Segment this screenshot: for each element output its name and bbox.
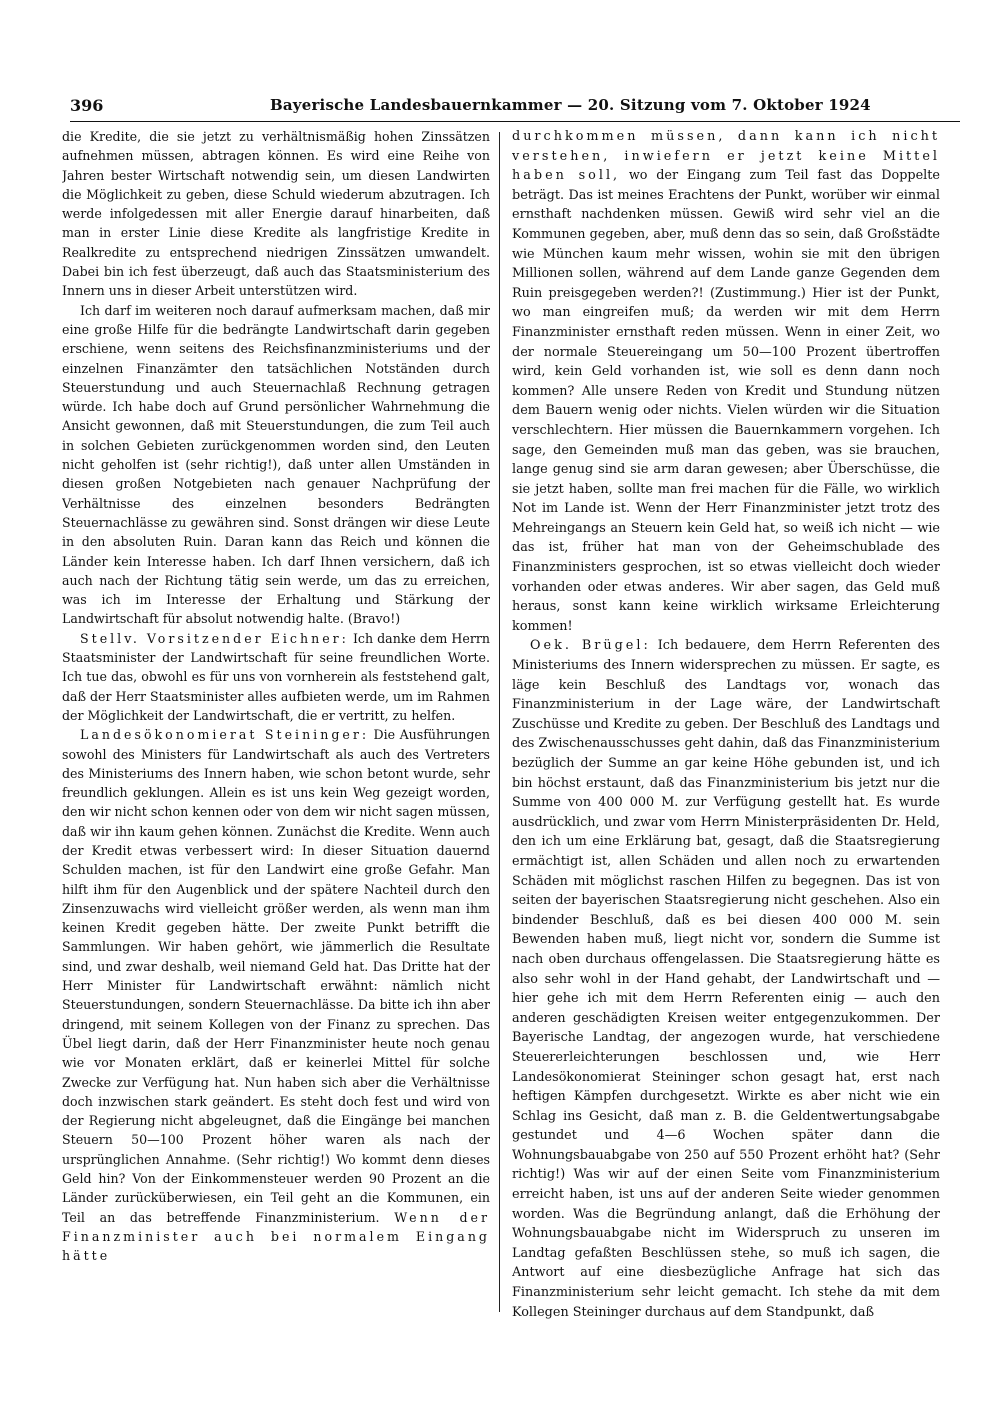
paragraph: die Kredite, die sie jetzt zu verhältnismäßig hohen Zinssätzen aufnehmen müssen, abtragen können. Es wird eine Reihe von Jahren bester Wirtschaft notwendig sein, um diesen Landwirten die Möglichkeit zu geben, diese Schuld wiederum abzutragen. Ich werde infolgedessen mit aller Energie darauf hinarbeiten, daß man in erster Linie diese Kredite als langfristige Kredite in Realkredite zu entsprechend niedrigen Zinssätzen umwandelt. Dabei bin ich fest überzeugt, daß auch das Staatsministerium des Innern uns in dieser Arbeit unterstützen wird. <box>62 129 490 299</box>
left-column <box>62 127 490 1327</box>
running-title: Bayerische Landesbauernkammer — 20. Sitzung vom 7. Oktober 1924 <box>270 96 871 114</box>
emphasis-text: Wenn der Finanzminister auch bei normalem Eingang hätte <box>62 1209 490 1264</box>
speech-text: wo der Eingang zum Teil fast das Doppelte beträgt. Das ist meines Erachtens der Punkt, worüber wir einmal ernsthaft nachdenken müssen. Gewiß wird sehr viel an die Kommunen gegeben, aber, muß denn das so sein, daß Großstädte wie München kaum mehr wissen, wohin sie mit den übrigen Millionen sollen, während auf dem Lande ganze Gegenden dem Ruin preisgegeben werden?! (Zustimmung.) Hier ist der Punkt, wo man eingreifen muß; da werden wir mit dem Herrn Finanzminister ernsthaft reden müssen. Wenn in einer Zeit, wo der normale Steuereingang um 50—100 Prozent übertroffen wird, kein Geld vorhanden ist, wie soll es denn dann noch kommen? Alle unsere Reden von Kredit und Stundung nützen dem Bauern wenig oder nichts. Vielen würden wir die Situation verschlechtern. Hier müssen die Bauernkammern vorgehen. Ich sage, den Gemeinden muß man das geben, was sie brauchen, lange genug sind sie arm daran gewesen; aber Überschüsse, die sie jetzt haben, sollte man frei machen für die Fälle, wo wirklich Not im Lande ist. Wenn der Herr Finanzminister jetzt trotz des Mehreingangs an Steuern kein Geld hat, so weiß ich nicht — wie das ist, früher hat man von der Geheimschublade des Finanzministers gesprochen, ist so etwas vielleicht doch wieder vorhanden oder etwas anderes. Wir aber sagen, das Geld muß heraus, sonst kann keine wirklich wirksame Erleichterung kommen! <box>512 168 940 634</box>
page-number: 396 <box>70 96 104 115</box>
paragraph <box>512 127 940 636</box>
paragraph <box>62 725 490 1265</box>
emphasis-text: durchkommen müssen, dann kann ich nicht verstehen, inwiefern er jetzt keine Mittel haben soll, <box>512 129 940 184</box>
paragraph <box>512 636 940 1322</box>
column-divider <box>499 132 500 1312</box>
right-column <box>512 127 940 1327</box>
speech-text: Ich bedauere, dem Herrn Referenten des Ministeriums des Innern widersprechen zu müssen. Er sagte, es läge kein Beschluß des Landtags vor, wonach das Finanzministerium in der Lage wäre, der Landwirtschaft Zuschüsse und Kredite zu geben. Der Beschluß des Landtags und des Zwischenausschusses geht dahin, daß das Finanzministerium bezüglich der Summe an gar keine Höhe gebunden ist, und ich bin höchst erstaunt, daß das Finanzministerium bis jetzt nur die Summe von 400 000 M. zur Verfügung gestellt hat. Es wurde ausdrücklich, und zwar vom Herrn Ministerpräsidenten Dr. Held, den ich um eine Erklärung bat, gesagt, daß die Staatsregierung ermächtigt ist, allen Schäden und allen noch zu erwartenden Schäden mit möglichst raschen Hilfen zu begegnen. Das ist von seiten der bayerischen Staatsregierung nicht geschehen. Also ein bindender Beschluß, daß es bei diesen 400 000 M. sein Bewenden haben muß, liegt nicht vor, sondern die Summe ist nach oben durchaus offengelassen. Die Staatsregierung hätte es also sehr wohl in der Hand gehabt, der Landwirtschaft und — hier gehe ich mit dem Herrn Referenten einig — auch den anderen geschädigten Kreisen weiter entgegenzukommen. Der Bayerische Landtag, der angezogen wurde, hat verschiedene Steuererleichterungen beschlossen und, wie Herr Landesökonomierat Steininger schon gesagt hat, erst nach heftigen Kämpfen durchgesetzt. Wirkte es aber nicht wie ein Schlag ins Gesicht, daß man z. B. die Geldentwertungsabgabe gestundet und 4—6 Wochen später dann die Wohnungsbauabgabe von 250 auf 550 Prozent erhöht hat? (Sehr richtig!) Was wir auf der einen Seite vom Finanzministerium erreicht haben, ist uns auf der anderen Seite wieder genommen worden. Was die Begründung anlangt, daß die Erhöhung der Wohnungsbauabgabe nicht im Widerspruch zu unseren im Landtag gefaßten Beschlüssen stehe, so muß ich sagen, die Antwort auf eine diesbezügliche Anfrage hat sich das Finanzministerium sehr leicht gemacht. Ich stehe da mit dem Kollegen Steininger durchaus auf dem Standpunkt, daß <box>512 638 940 1320</box>
paragraph: Ich darf im weiteren noch darauf aufmerksam machen, daß mir eine große Hilfe für die bedrängte Landwirtschaft darin gegeben erschiene, wenn seitens des Reichsfinanzministeriums und der einzelnen Finanzämter den tatsächlichen Notständen durch Steuerstundung und auch Steuernachlaß Rechnung getragen würde. Ich habe doch auf Grund persönlicher Wahrnehmung die Ansicht gewonnen, daß mit Steuerstundungen, die zum Teil auch in solchen Gebieten zurückgenommen worden sind, den Leuten nicht geholfen ist (sehr richtig!), daß unter allen Umständen in diesen großen Notgebieten nach genauer Nachprüfung der Verhältnisse des einzelnen besonders Bedrängten Steuernachlässe zu gewähren sind. Sonst drängen wir diese Leute in den absoluten Ruin. Daran kann das Reich und können die Länder kein Interesse haben. Ich darf Ihnen versichern, daß ich auch nach der Richtung tätig sein werde, um das zu erreichen, was ich im Interesse der Erhaltung und Stärkung der Landwirtschaft für absolut notwendig halte. (Bravo!) <box>62 302 490 627</box>
page-header <box>70 96 960 120</box>
header-rule <box>70 121 960 122</box>
paragraph <box>62 629 490 725</box>
speech-text: Die Ausführungen sowohl des Ministers für Landwirtschaft als auch des Vertreters des Ministeriums des Innern haben, wie schon betont wurde, sehr freundlich geklungen. Allein es ist uns kein Weg gezeigt worden, den wir nicht schon kennen oder von dem wir nicht sagen müssen, daß wir ihn kaum gehen können. Zunächst die Kredite. Wenn auch der Kredit etwas verbessert wird: In dieser Situation dauernd Schulden machen, ist für den Landwirt eine große Gefahr. Man hilft ihm für den Augenblick und der spätere Nachteil durch den Zinsenzuwachs wird vielleicht größer werden, als wenn man ihm keinen Kredit gegeben hätte. Der zweite Punkt betrifft die Sammlungen. Wir haben gehört, wie jämmerlich die Resultate sind, und zwar deshalb, weil niemand Geld hat. Das Dritte hat der Herr Minister für Landwirtschaft erwähnt: nämlich nicht Steuerstundungen, sondern Steuernachlässe. Da bitte ich ihn aber dringend, mit seinem Kollegen von der Finanz zu sprechen. Das Übel liegt darin, daß der Herr Finanzminister heute noch genau wie vor Monaten erklärt, daß er keinerlei Mittel für solche Zwecke zur Verfügung hat. Nun haben sich aber die Verhältnisse doch inzwischen stark geändert. Es steht doch fest und wird von der Regierung nicht abgeleugnet, daß die Eingänge bei manchen Steuern 50—100 Prozent höher waren als nach der ursprünglichen Annahme. (Sehr richtig!) Wo kommt denn dieses Geld hin? Von der Einkommensteuer werden 90 Prozent an die Länder zurücküberwiesen, ein Teil geht an die Kommunen, ein Teil an das betreffende Finanzministerium. <box>62 727 490 1225</box>
speech-text: Ich danke dem Herrn Staatsminister der Landwirtschaft für seine freundlichen Worte. Ich tue das, obwohl es für uns von vornherein als feststehend galt, daß der Herr Staatsminister alles aufbieten werde, um im Rahmen der Möglichkeit der Landwirtschaft, die er vertritt, zu helfen. <box>62 630 490 723</box>
speaker-name: Stellv. Vorsitzender Eichner: <box>80 630 349 646</box>
speaker-name: Landesökonomierat Steininger: <box>80 727 370 743</box>
speaker-name: Oek. Brügel: <box>530 638 651 654</box>
